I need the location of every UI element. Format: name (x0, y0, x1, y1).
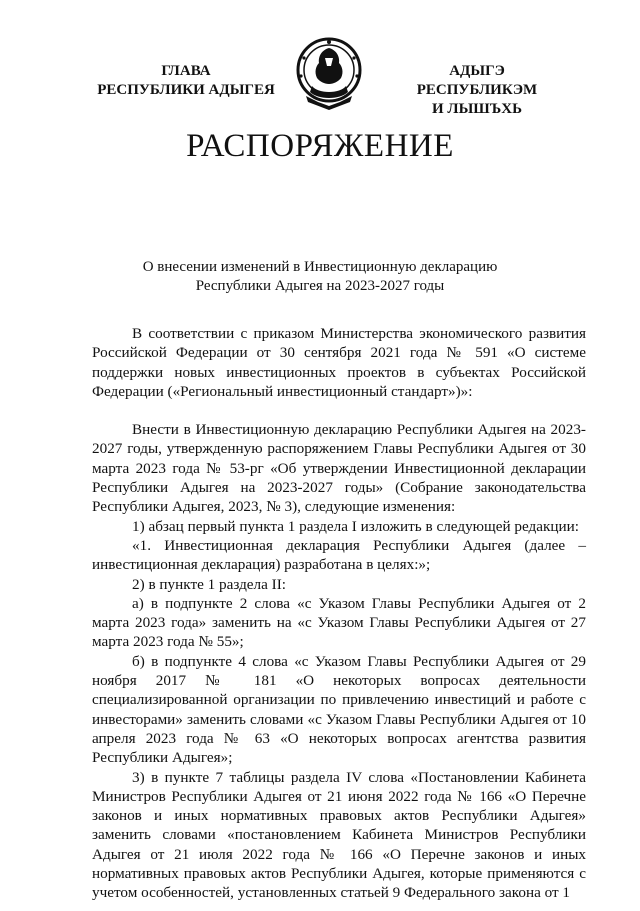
document-body (92, 324, 586, 903)
issuer-adyghe-line-2: И ЛЫШЪХЬ (431, 101, 523, 117)
body-paragraph: 1) абзац первый пункта 1 раздела I изложить в следующей редакции: (132, 517, 579, 535)
body-paragraph: 2) в пункте 1 раздела II: (132, 575, 286, 593)
body-paragraph: б) в подпункте 4 слова «с Указом Главы Республики Адыгея от 29 ноября 2017 № 181 «О некоторых вопросах деятельности специализированной организации по привлечению инвестиций и работе с инвесторами» заменить словами «с Указом Главы Республики Адыгея от 10 апреля 2023 года № 63 «О некоторых вопросах агентства развития Республики Адыгея»; (92, 652, 586, 767)
subject-line-1: О внесении изменений в Инвестиционную декларацию (142, 259, 498, 275)
body-paragraph: «1. Инвестиционная декларация Республики Адыгея (далее – инвестиционная декларация) разработана в целях:»; (92, 536, 586, 574)
issuer-line-1: ГЛАВА (161, 63, 211, 79)
document-title: РАСПОРЯЖЕНИЕ (186, 128, 454, 164)
issuer-line-2: РЕСПУБЛИКИ АДЫГЕЯ (97, 82, 275, 98)
issuer-name-russian (86, 62, 286, 100)
body-paragraph: Внести в Инвестиционную декларацию Республики Адыгея на 2023-2027 годы, утвержденную распоряжением Главы Республики Адыгея от 30 марта 2023 года № 53-рг «Об утверждении Инвестиционной декларации Республики Адыгея на 2023-2027 годы» (Собрание законодательства Республики Адыгея, 2023, № 3), следующие изменения: (92, 421, 586, 516)
body-paragraph: 3) в пункте 7 таблицы раздела IV слова «Постановлении Кабинета Министров Республики Адыгея от 21 июня 2022 года № 166 «О Перечне законов и иных нормативных правовых актов Республики Адыгея» заменить словами «постановлением Кабинета Министров Республики Адыгея от 21 июля 2022 года № 166 «О Перечне законов и иных нормативных правовых актов Республики Адыгея, которые применяются с учетом особенностей, установленных статьей 9 Федерального закона от 1 (92, 768, 586, 902)
coat-of-arms-icon (292, 36, 366, 112)
preamble-paragraph: В соответствии с приказом Министерства экономического развития Российской Федерации от 30 сентября 2021 года № 591 «О системе поддержки новых инвестиционных проектов в субъектах Российской Федерации («Региональный инвестиционный стандарт»)»: (92, 325, 586, 400)
document-subject (0, 258, 640, 296)
issuer-name-adyghe (392, 62, 562, 119)
body-paragraph: а) в подпункте 2 слова «с Указом Главы Республики Адыгея от 2 марта 2023 года» заменить на «с Указом Главы Республики Адыгея от 27 марта 2023 года № 55»; (92, 594, 586, 651)
subject-line-2: Республики Адыгея на 2023-2027 годы (195, 278, 445, 294)
issuer-adyghe-line-1: АДЫГЭ РЕСПУБЛИКЭМ (416, 63, 538, 98)
